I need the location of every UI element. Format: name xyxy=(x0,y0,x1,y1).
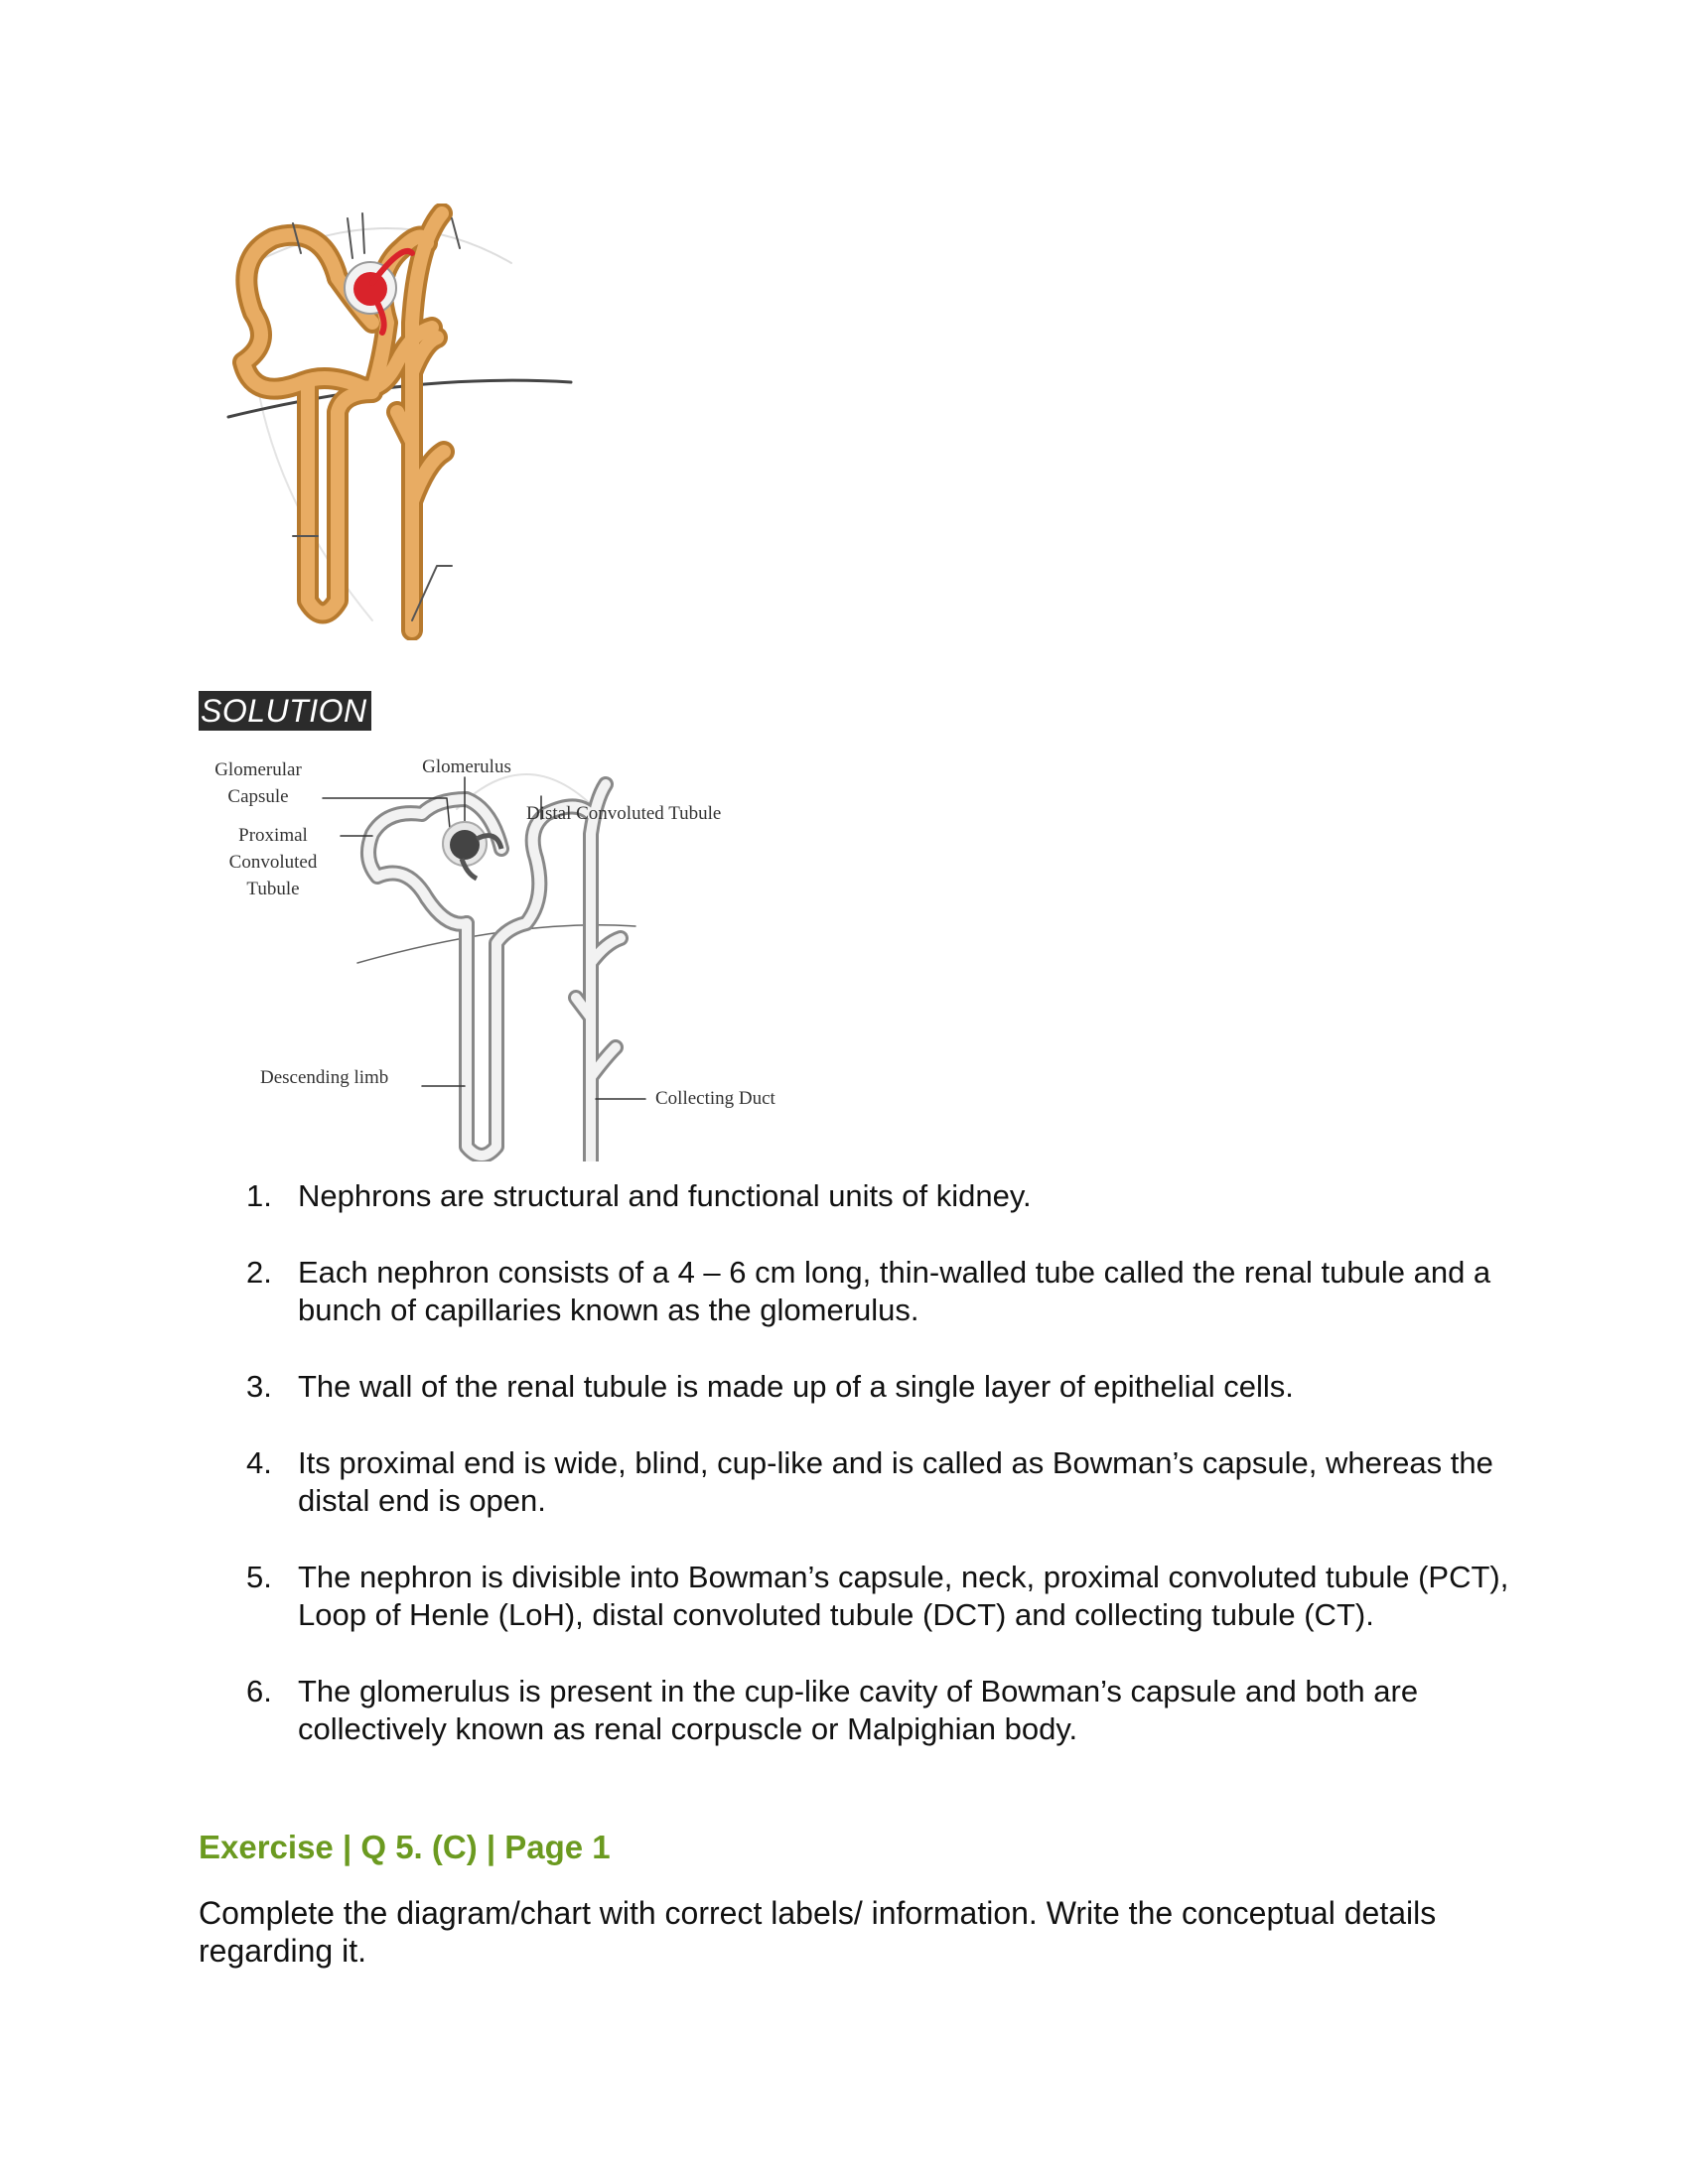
list-item-text: Each nephron consists of a 4 – 6 cm long, thin-walled tube called the renal tubule and a bunch of capillaries known as the glomerulus. xyxy=(298,1255,1491,1327)
list-item-number: 5. xyxy=(246,1560,272,1594)
list-item xyxy=(246,1559,1527,1634)
list-item-number: 3. xyxy=(246,1369,272,1404)
label-descending-limb: Descending limb xyxy=(260,1067,389,1088)
list-item-number: 6. xyxy=(246,1674,272,1708)
label-glomerular-capsule: Glomerular xyxy=(214,759,302,780)
list-item-text: Its proximal end is wide, blind, cup-like and is called as Bowman’s capsule, whereas the distal end is open. xyxy=(298,1445,1493,1518)
nephron-diagram-unlabeled xyxy=(213,204,581,640)
label-glomerulus: Glomerulus xyxy=(422,756,511,777)
list-item xyxy=(246,1673,1527,1748)
list-item-text: The wall of the renal tubule is made up of a single layer of epithelial cells. xyxy=(298,1369,1294,1404)
list-item-text: The nephron is divisible into Bowman’s capsule, neck, proximal convoluted tubule (PCT), Loop of Henle (LoH), distal convoluted tubule (DCT) and collecting tubule (CT). xyxy=(298,1560,1509,1632)
nephron-diagram-labeled xyxy=(199,750,834,1161)
nephron-points-list xyxy=(246,1177,1527,1787)
exercise-heading: Exercise | Q 5. (C) | Page 1 xyxy=(199,1829,611,1865)
list-item-text: The glomerulus is present in the cup-like cavity of Bowman’s capsule and both are collectively known as renal corpuscle or Malpighian body. xyxy=(298,1674,1419,1746)
list-item xyxy=(246,1177,1527,1215)
list-item-number: 2. xyxy=(246,1255,272,1290)
list-item xyxy=(246,1444,1527,1520)
list-item-text: Nephrons are structural and functional units of kidney. xyxy=(298,1178,1032,1213)
list-item-number: 1. xyxy=(246,1178,272,1213)
label-collecting-duct: Collecting Duct xyxy=(655,1088,775,1109)
label-glomerular-capsule-2: Capsule xyxy=(227,786,289,807)
label-proximal-convoluted-tubule-3: Tubule xyxy=(246,879,300,899)
solution-label: SOLUTION xyxy=(199,691,371,731)
list-item xyxy=(246,1368,1527,1406)
question-text: Complete the diagram/chart with correct labels/ information. Write the conceptual details regarding it. xyxy=(199,1895,1437,1969)
label-proximal-convoluted-tubule: Proximal xyxy=(238,825,308,846)
label-proximal-convoluted-tubule-2: Convoluted xyxy=(228,852,318,873)
list-item-number: 4. xyxy=(246,1445,272,1480)
label-distal-convoluted-tubule: Distal Convoluted Tubule xyxy=(526,803,722,824)
list-item xyxy=(246,1254,1527,1329)
